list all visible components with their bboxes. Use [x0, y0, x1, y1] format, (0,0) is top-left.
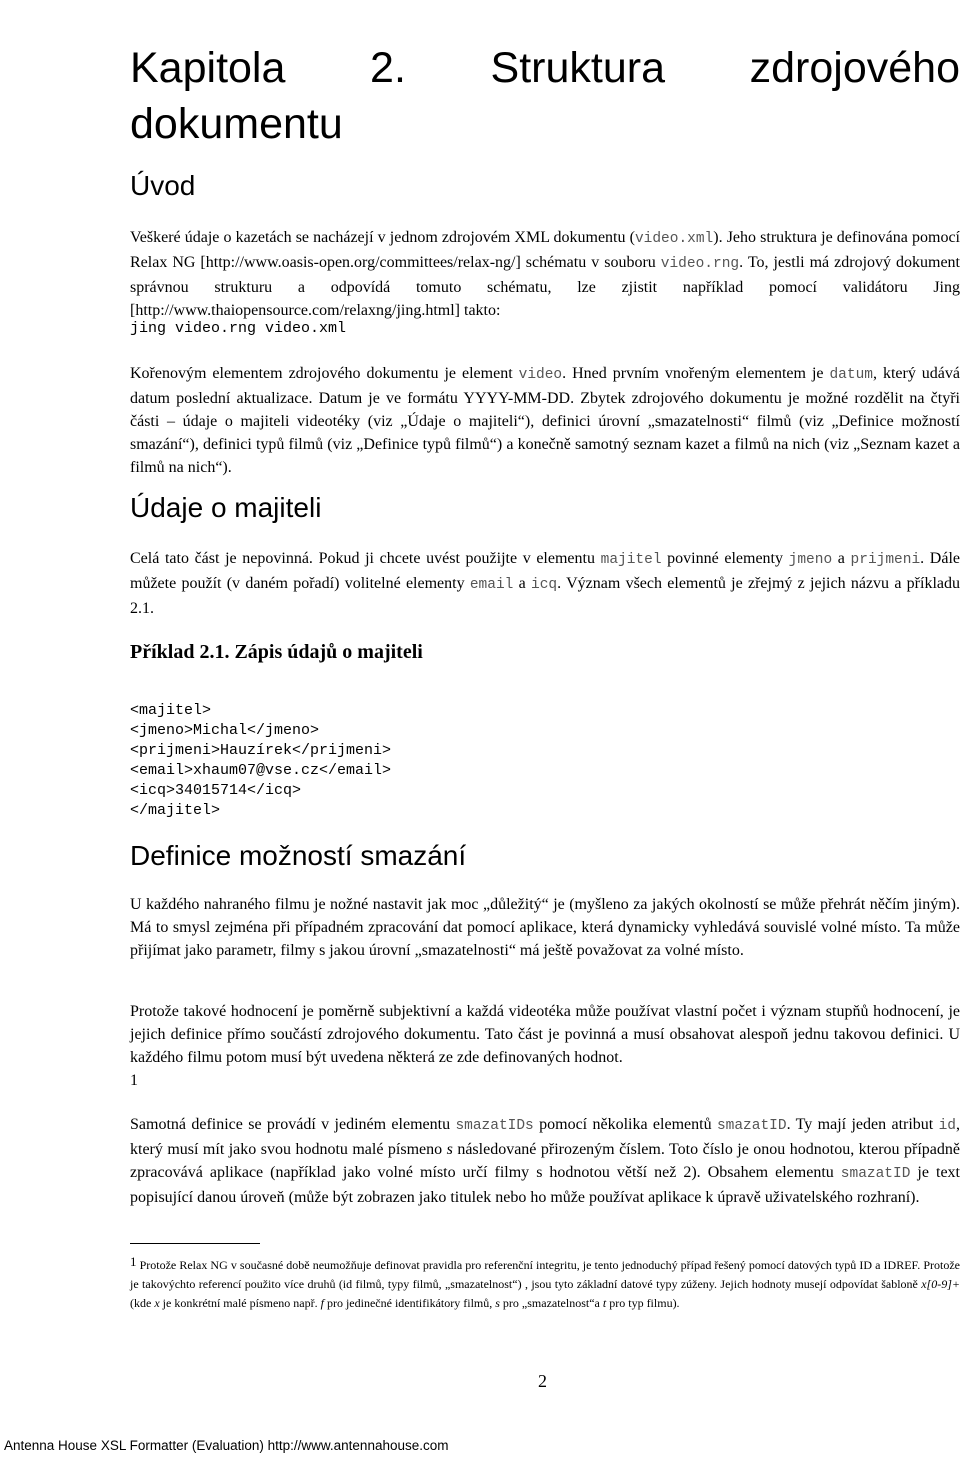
footnote: $^1$ Protože Relax NG v současné době neumožňuje definovat pravidla pro referenční integritu, je tento jednoduchý případ řešený pomocí datových typů ID a IDREF. Protože je takovýchto referencí použito více druhů (id filmů, typy filmů, „smazatelnost“) , jsou tyto základní datové typy zúženy. Jejich hodnoty musejí odpovídat šabloně x[0-9]+ (kde x je konkrétní malé písmeno např. f pro jedinečné identifikátory filmů, s pro „smazatelnost“a t pro typ filmu). — [130, 1254, 960, 1310]
footnote-mark: 1 — [130, 1254, 137, 1269]
majitel-paragraph: Celá tato část je nepovinná. Pokud ji chcete uvést použijte v elementu majitel povinné elementy jmeno a prijmeni. Dále můžete použít (v daném pořadí) volitelné elementy email a icq. Význam všech elementů je zřejmý z jejich názvu a příkladu 2.1. — [130, 550, 960, 617]
code-line: <prijmeni>Hauzírek</prijmeni> — [130, 742, 392, 759]
section-heading-smazani: Definice možností smazání — [130, 840, 467, 871]
uvod-paragraph-1: Veškeré údaje o kazetách se nacházejí v jednom zdrojovém XML dokumentu (video.xml). Jeho struktura je definována pomocí Relax NG [http://www.oasis-open.org/committees/relax-ng/] schématu v souboru video.rng. To, jestli má zdrojový dokument správnou strukturu a odpovídá tomuto schématu, lze zjistit například pomocí validátoru Jing [http://www.thaiopensource.com/relaxng/jing.html] takto: — [130, 229, 960, 319]
evaluation-watermark: Antenna House XSL Formatter (Evaluation) http://www.antennahouse.com — [4, 1438, 449, 1453]
code-line: <majitel> — [130, 702, 212, 719]
smazani-paragraph-2: Protože takové hodnocení je poměrně subjektivní a každá videotéka může používat vlastní počet i význam stupňů hodnocení, je jejich definice přímo součástí zdrojového dokumentu. Tato část je povinná a musí obsahovat alespoň jednu takovou definici. U každého filmu potom musí být uvedena některá ze zde definovaných hodnot. 1 — [130, 1003, 960, 1089]
example-code-block — [130, 701, 391, 821]
smazani-paragraph-1: U každého nahraného filmu je nožné nastavit jak moc „důležitý“ je (myšleno za jakých okolností se může přehrát něčím jiným). Má to smysl zejména při případném zpracování dat pomocí aplikace, která dynamicky vyhledává souvislé volné místo. Ta může přijímat jako parametr, filmy s jakou úrovní „smazatelnosti“ má ještě považovat za volné místo. — [130, 896, 960, 959]
example-title: Příklad 2.1. Zápis údajů o majiteli — [130, 641, 423, 663]
chapter-title-line2: dokumentu — [130, 100, 343, 148]
chapter-title-line1: Kapitola 2. Struktura zdrojového — [130, 44, 960, 92]
section-heading-uvod: Úvod — [130, 170, 196, 201]
smazani-paragraph-3: Samotná definice se provádí v jediném elementu smazatIDs pomocí několika elementů smazatID. Ty mají jeden atribut id, který musí mít jako svou hodnotu malé písmeno s následované přirozeným číslem. Toto číslo je onou hodnotou, kterou případně zpracovává aplikace (například jako volné místo určí filmy s hodnotou větší než 2). Obsahem elementu smazatID je text popisující danou úroveň (může být zobrazen jako titulek nebo ho může používat aplikace k úpravě uživatelského rozhraní). — [130, 1116, 960, 1206]
page-number: 2 — [538, 1371, 547, 1391]
code-line: <jmeno>Michal</jmeno> — [130, 722, 320, 739]
chapter-title — [130, 40, 960, 152]
code-line: <icq>34015714</icq> — [130, 782, 302, 799]
footnote-separator — [130, 1243, 260, 1244]
footnote-reference[interactable]: 1 — [130, 1072, 138, 1089]
uvod-paragraph-2: Kořenovým elementem zdrojového dokumentu je element video. Hned prvním vnořeným elementem je datum, který udává datum poslední aktualizace. Datum je ve formátu YYYY-MM-DD. Zbytek zdrojového dokumentu je možné rozdělit na čtyři části – údaje o majiteli videotéky (viz „Údaje o majiteli“), definici úrovní „smazatelnosti“ filmů (viz „Definice možností smazání“), definici typů filmů (viz „Definice typů filmů“) a konečně samotný seznam kazet a filmů na nich (viz „Seznam kazet a filmů na nich“). — [130, 365, 960, 476]
code-line: </majitel> — [130, 802, 221, 819]
code-line: <email>xhaum07@vse.cz</email> — [130, 762, 392, 779]
command-line: jing video.rng video.xml — [130, 320, 347, 337]
section-heading-majitel: Údaje o majiteli — [130, 492, 322, 523]
